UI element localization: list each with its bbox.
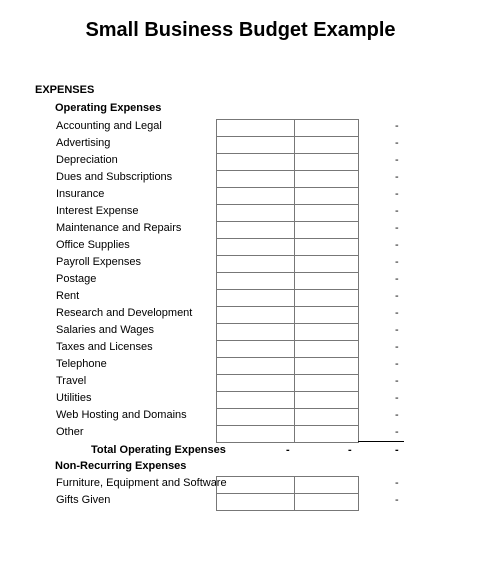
row-total-value: - [395, 392, 399, 404]
operating-expenses-heading: Operating Expenses [55, 102, 162, 114]
table-row [0, 221, 481, 238]
table-row [0, 119, 481, 136]
row-total-value: - [395, 137, 399, 149]
table-row [0, 306, 481, 323]
row-label: Dues and Subscriptions [56, 171, 173, 183]
input-cell-col2[interactable] [294, 221, 359, 238]
input-cell-col2[interactable] [294, 255, 359, 272]
row-total-value: - [395, 494, 399, 506]
row-total-value: - [395, 307, 399, 319]
input-cell-col2[interactable] [294, 374, 359, 391]
input-cell-col1[interactable] [216, 289, 295, 306]
row-label: Furniture, Equipment and Software [56, 477, 227, 489]
row-label: Postage [56, 273, 97, 285]
row-total-value: - [395, 477, 399, 489]
table-row [0, 323, 481, 340]
input-cell-col1[interactable] [216, 323, 295, 340]
input-cell-col2[interactable] [294, 340, 359, 357]
row-label: Gifts Given [56, 494, 111, 506]
input-cell-col1[interactable] [216, 391, 295, 408]
row-total-value: - [395, 239, 399, 251]
row-total-value: - [395, 290, 399, 302]
row-label: Research and Development [56, 307, 193, 319]
table-row [0, 476, 481, 493]
table-row [0, 493, 481, 510]
row-label: Office Supplies [56, 239, 130, 251]
row-label: Interest Expense [56, 205, 139, 217]
input-cell-col1[interactable] [216, 357, 295, 374]
row-label: Insurance [56, 188, 105, 200]
total-operating-label: Total Operating Expenses [91, 444, 226, 456]
input-cell-col1[interactable] [216, 136, 295, 153]
row-label: Taxes and Licenses [56, 341, 153, 353]
row-total-value: - [395, 154, 399, 166]
table-row [0, 136, 481, 153]
input-cell-col1[interactable] [216, 204, 295, 221]
table-row [0, 238, 481, 255]
input-cell-col2[interactable] [294, 272, 359, 289]
input-cell-col1[interactable] [216, 272, 295, 289]
table-row [0, 255, 481, 272]
total-operating-col3: - [395, 444, 399, 456]
table-row [0, 374, 481, 391]
total-underline [358, 441, 404, 442]
row-label: Web Hosting and Domains [56, 409, 187, 421]
row-total-value: - [395, 120, 399, 132]
row-total-value: - [395, 426, 399, 438]
table-row [0, 391, 481, 408]
table-row [0, 425, 481, 442]
row-label: Other [56, 426, 84, 438]
row-label: Travel [56, 375, 87, 387]
input-cell-col1[interactable] [216, 425, 295, 443]
total-operating-row [0, 443, 481, 460]
row-total-value: - [395, 222, 399, 234]
input-cell-col2[interactable] [294, 289, 359, 306]
input-cell-col1[interactable] [216, 374, 295, 391]
total-operating-col1: - [286, 444, 290, 456]
input-cell-col2[interactable] [294, 357, 359, 374]
row-label: Maintenance and Repairs [56, 222, 182, 234]
table-row [0, 357, 481, 374]
input-cell-col2[interactable] [294, 136, 359, 153]
input-cell-col1[interactable] [216, 238, 295, 255]
input-cell-col1[interactable] [216, 119, 295, 136]
row-total-value: - [395, 188, 399, 200]
input-cell-col1[interactable] [216, 255, 295, 272]
table-row [0, 289, 481, 306]
row-total-value: - [395, 341, 399, 353]
input-cell-col2[interactable] [294, 204, 359, 221]
row-total-value: - [395, 256, 399, 268]
input-cell-col2[interactable] [294, 238, 359, 255]
input-cell-col1[interactable] [216, 476, 295, 493]
total-operating-col2: - [348, 444, 352, 456]
table-row [0, 204, 481, 221]
input-cell-col1[interactable] [216, 153, 295, 170]
input-cell-col2[interactable] [294, 306, 359, 323]
input-cell-col1[interactable] [216, 221, 295, 238]
page-title: Small Business Budget Example [85, 19, 396, 41]
row-label: Rent [56, 290, 80, 302]
row-label: Telephone [56, 358, 107, 370]
row-label: Advertising [56, 137, 111, 149]
row-total-value: - [395, 409, 399, 421]
row-total-value: - [395, 273, 399, 285]
row-total-value: - [395, 375, 399, 387]
section-label-expenses: EXPENSES [35, 84, 95, 96]
input-cell-col2[interactable] [294, 391, 359, 408]
non-recurring-expenses-heading: Non-Recurring Expenses [55, 460, 187, 472]
row-label: Payroll Expenses [56, 256, 141, 268]
input-cell-col2[interactable] [294, 408, 359, 425]
table-row [0, 153, 481, 170]
table-row [0, 272, 481, 289]
input-cell-col2[interactable] [294, 493, 359, 511]
table-row [0, 408, 481, 425]
input-cell-col2[interactable] [294, 476, 359, 493]
row-label: Accounting and Legal [56, 120, 162, 132]
input-cell-col1[interactable] [216, 170, 295, 187]
row-label: Utilities [56, 392, 92, 404]
table-row [0, 187, 481, 204]
row-label: Salaries and Wages [56, 324, 155, 336]
row-total-value: - [395, 205, 399, 217]
input-cell-col1[interactable] [216, 306, 295, 323]
table-row [0, 340, 481, 357]
input-cell-col2[interactable] [294, 187, 359, 204]
table-row [0, 170, 481, 187]
row-label: Depreciation [56, 154, 118, 166]
input-cell-col2[interactable] [294, 323, 359, 340]
input-cell-col1[interactable] [216, 408, 295, 425]
input-cell-col1[interactable] [216, 187, 295, 204]
input-cell-col1[interactable] [216, 340, 295, 357]
row-total-value: - [395, 358, 399, 370]
input-cell-col2[interactable] [294, 153, 359, 170]
input-cell-col2[interactable] [294, 170, 359, 187]
row-total-value: - [395, 324, 399, 336]
input-cell-col2[interactable] [294, 119, 359, 136]
input-cell-col2[interactable] [294, 425, 359, 443]
input-cell-col1[interactable] [216, 493, 295, 511]
row-total-value: - [395, 171, 399, 183]
